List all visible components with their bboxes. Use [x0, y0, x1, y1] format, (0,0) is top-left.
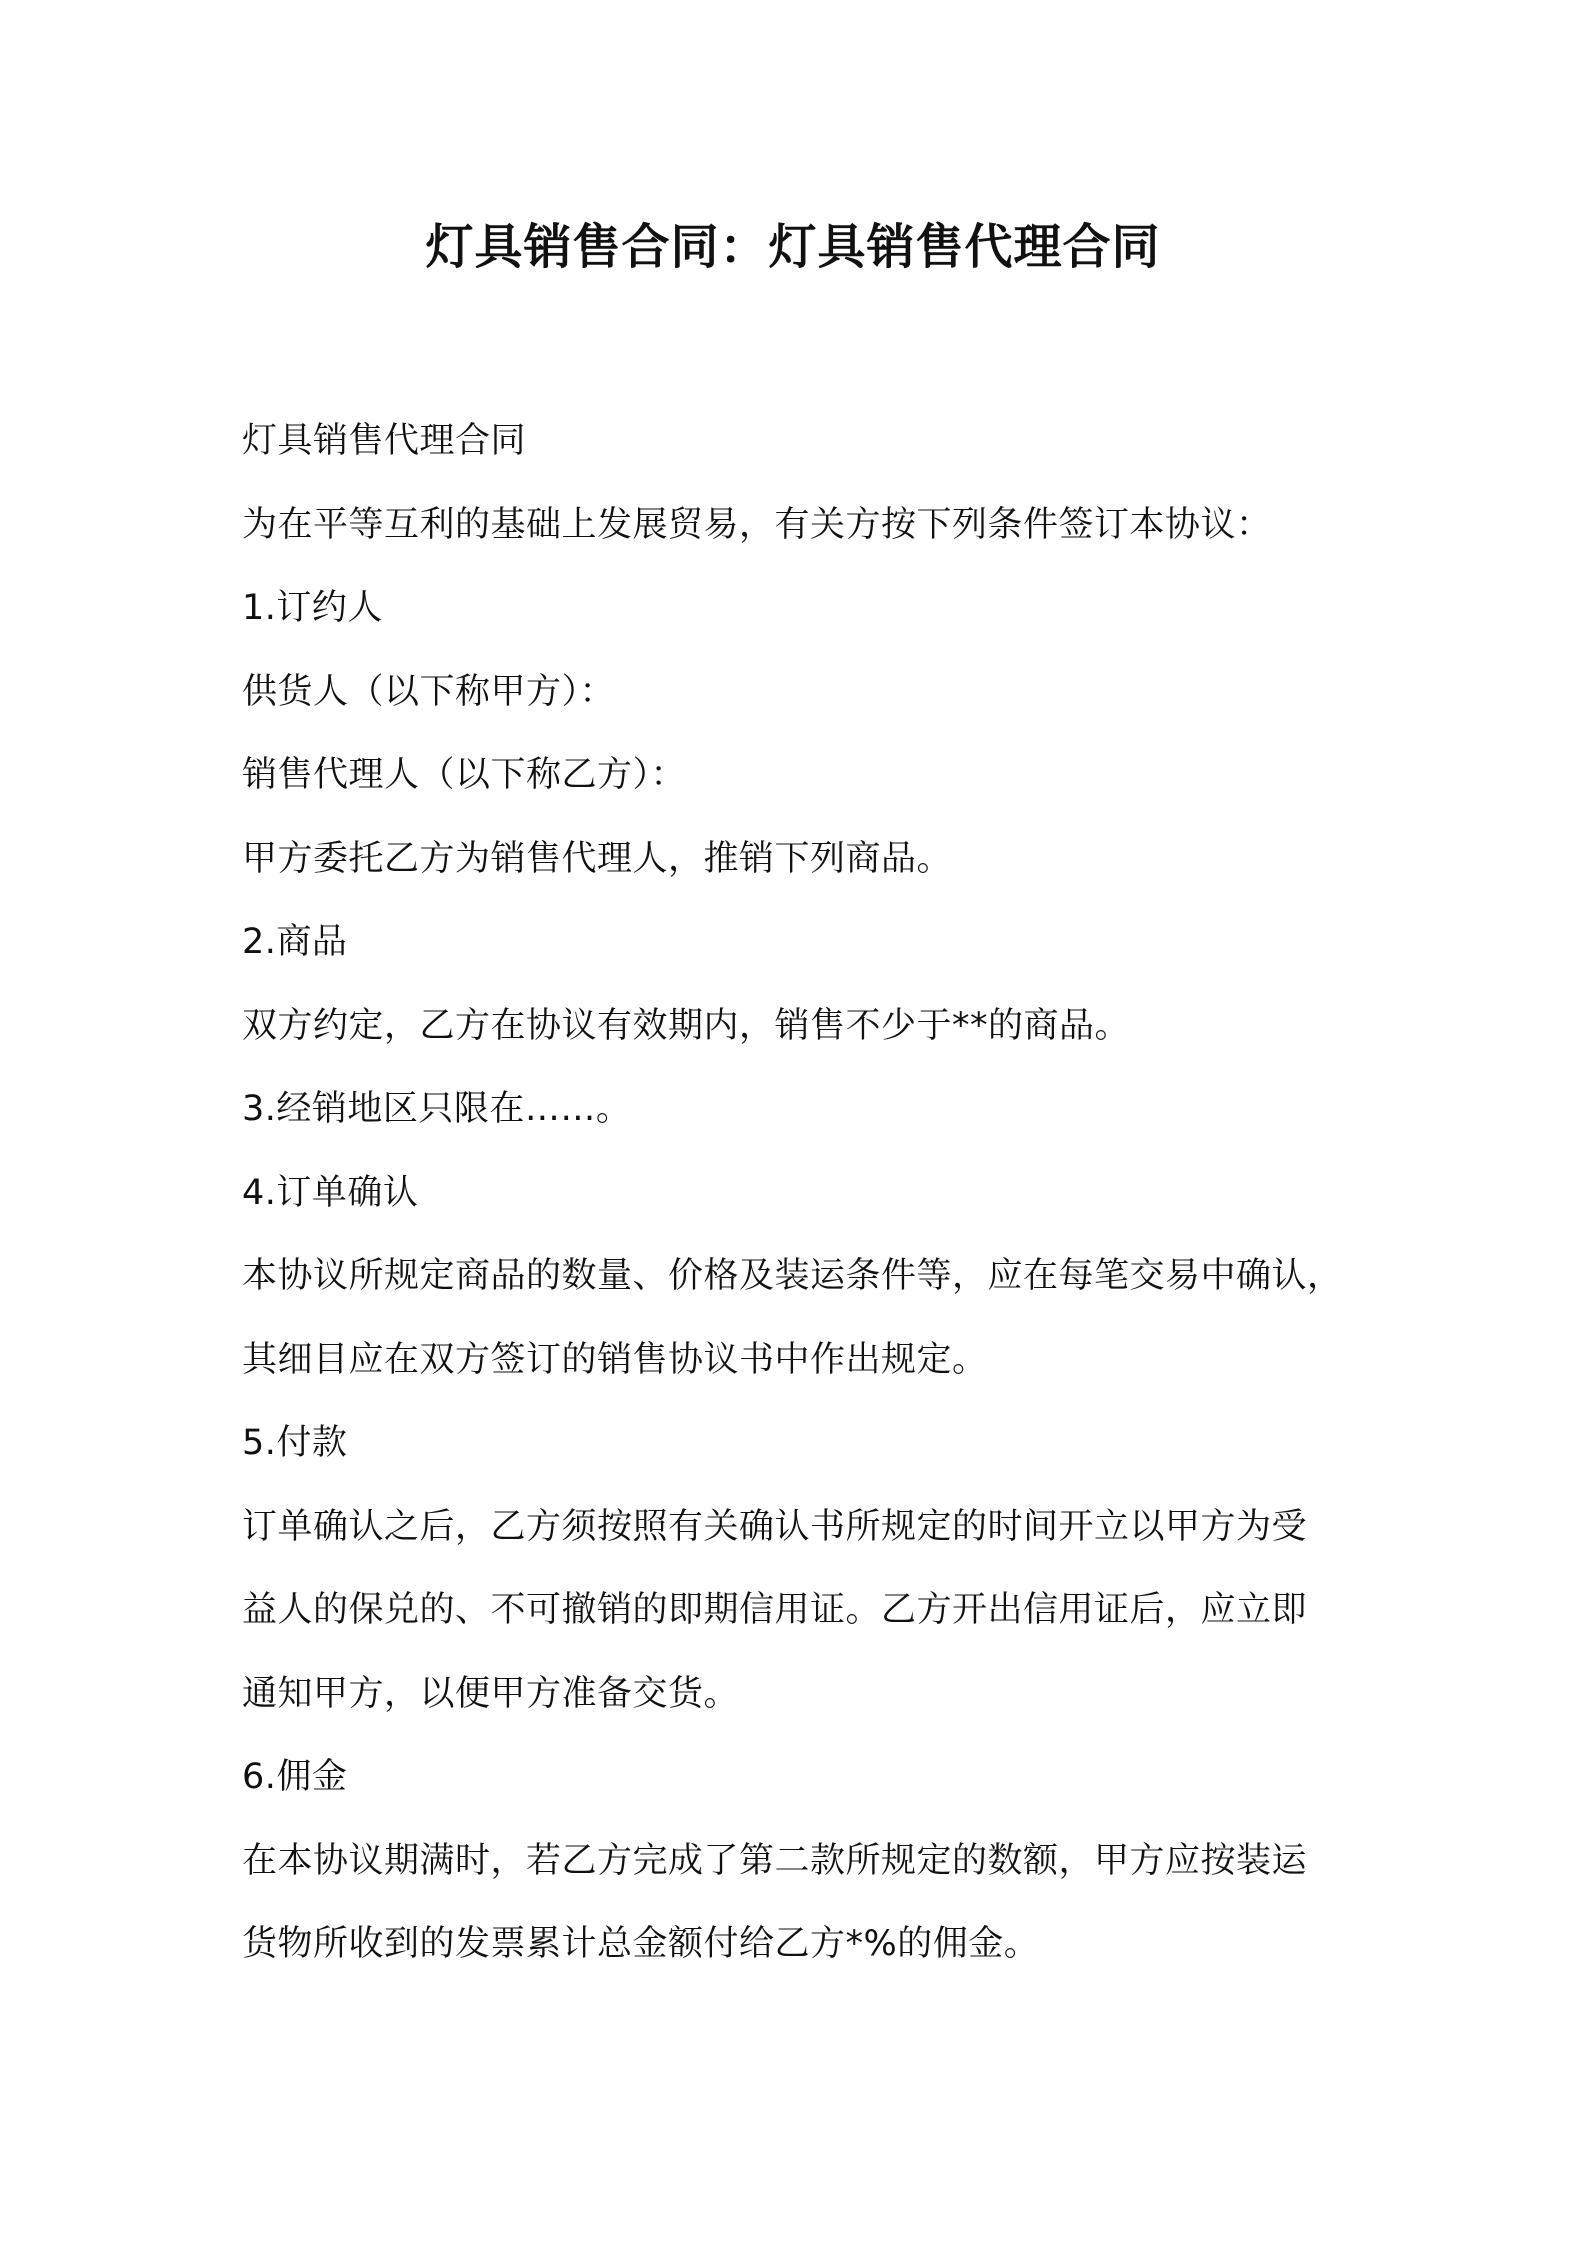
document-title: 灯具销售合同：灯具销售代理合同: [425, 219, 1161, 275]
document-body: [242, 400, 1362, 1987]
clause-2-heading: 2.商品: [242, 922, 348, 962]
clause-5-text-line-3: 通知甲方，以便甲方准备交货。: [242, 1673, 740, 1714]
clause-4-heading: 4.订单确认: [242, 1172, 419, 1213]
clause-5-heading: 5.付款: [242, 1423, 348, 1463]
preamble-text: 为在平等互利的基础上发展贸易，有关方按下列条件签订本协议：: [242, 504, 1272, 545]
agent-line: 销售代理人（以下称乙方）：: [242, 755, 687, 795]
clause-4-text-line-2: 其细目应在双方签订的销售协议书中作出规定。: [242, 1339, 988, 1380]
clause-6-text-line-2: 货物所收到的发票累计总金额付给乙方*%的佣金。: [242, 1924, 1040, 1964]
supplier-line: 供货人（以下称甲方）：: [242, 671, 616, 712]
clause-6-text-line-1: 在本协议期满时，若乙方完成了第二款所规定的数额，甲方应按装运: [242, 1840, 1308, 1881]
clause-6-heading: 6.佣金: [242, 1757, 348, 1797]
clause-5-text-line-1: 订单确认之后，乙方须按照有关确认书所规定的时间开立以甲方为受: [242, 1506, 1308, 1547]
clause-4-text-line-1: 本协议所规定商品的数量、价格及装运条件等，应在每笔交易中确认，: [242, 1256, 1343, 1296]
clause-3-text: 3.经销地区只限在……。: [242, 1089, 632, 1129]
clause-5-text-line-2: 益人的保兑的、不可撤销的即期信用证。乙方开出信用证后，应立即: [242, 1590, 1308, 1630]
clause-1-heading: 1.订约人: [242, 588, 383, 628]
section-heading: 灯具销售代理合同: [242, 421, 527, 461]
clause-1-text: 甲方委托乙方为销售代理人，推销下列商品。: [242, 838, 953, 879]
clause-2-text: 双方约定，乙方在协议有效期内，销售不少于**的商品。: [242, 1005, 1131, 1046]
